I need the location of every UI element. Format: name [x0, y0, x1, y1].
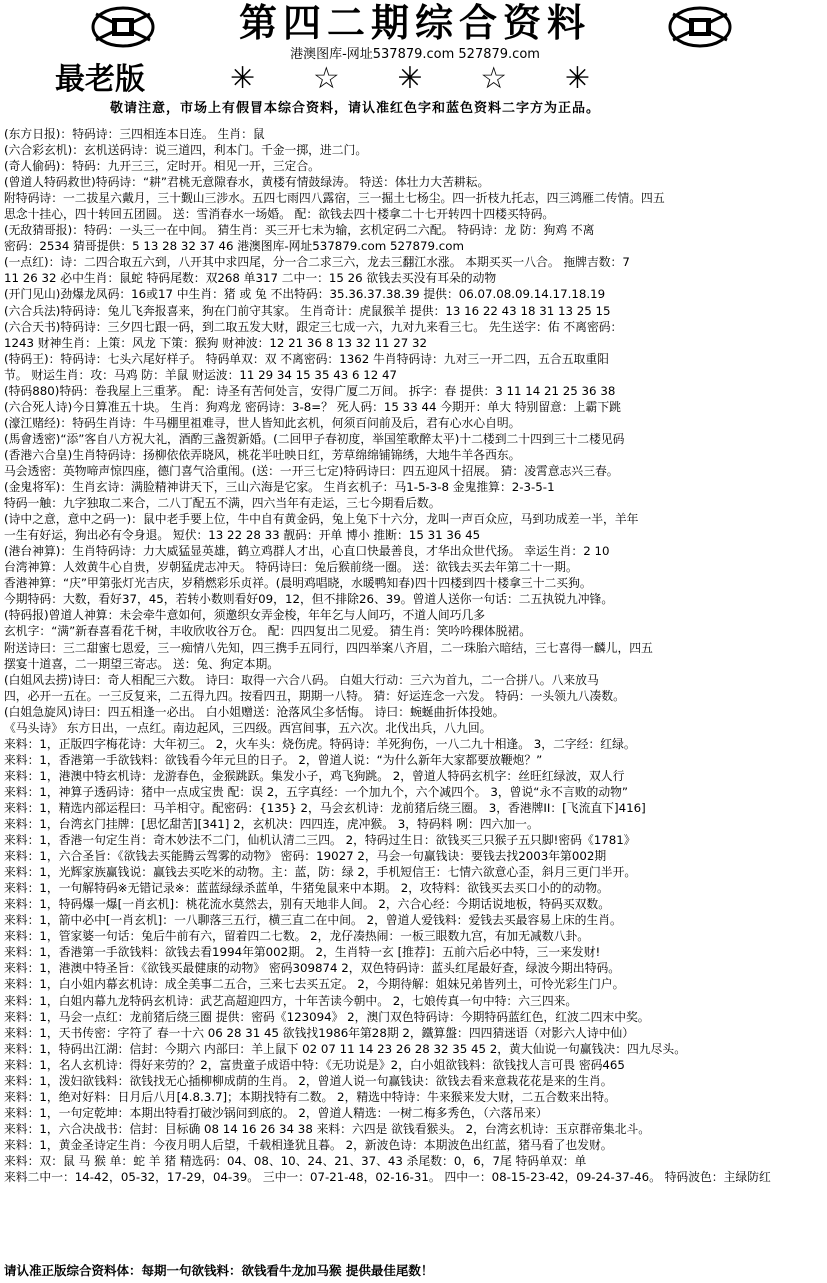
text-line: 玄机字：“满”新春喜看花千树，丰收欣收谷万仓。 配：四四复出二见爱。 猜生肖：笑吟吟稞体脱裙。	[4, 624, 531, 639]
text-line: 来料：1，管家婆一句话：兔后牛前有六，留着四二七数。 2，龙仔凑热闹：一板三眼数九宫，有加无减数八卦。	[4, 929, 590, 944]
text-line: (特码王)：特码诗：七头六尾好样子。 特码单双：双 不离密码：1362 牛肖特码诗：九对三一开二四，五合五取重阳	[4, 351, 609, 366]
star-icon: ☆	[480, 61, 508, 96]
text-line: 来料：1，绝对好料：日月后八月[4.8.3.7]；本期找特有二数。 2，精选中特诗：牛来猴来发大财，二五合数来出特。	[4, 1089, 616, 1104]
text-line: 来料：1，香港第一手欲钱料：欲钱看今年元旦的日子。 2，曾道人说：“为什么新年大家都要放鞭炮？”	[4, 752, 543, 767]
text-line: (金鬼将军)：生肖玄诗：满脸精神讲天下，三山六海是它家。 生肖玄机子：马1-5-3-8 金鬼推算：2-3-5-1	[4, 480, 555, 495]
text-line: 1243 财神生肖：上策：风龙 下策：猴狗 财神波：12 21 36 8 13 32 11 27 32	[4, 335, 428, 350]
text-line: 四，必开一五在。一三反复来，二五得九四。按看四丑，期期一八特。 猜：好运连念一六发。 特码：一头领九八凑数。	[4, 688, 625, 703]
text-line: (一点红)：诗：二四合取五六到，八开其中求四尾，分一合二求三六，龙去三翻江水涨。 本期买买一八合。 拖牌吉数：7	[4, 255, 630, 270]
text-line: (濠江赌经)：特码生肖诗：牛马棚里祖难寻，世人皆知此玄机，何须百问前及后，君有心水心自明。	[4, 415, 521, 430]
text-line: (六合死人诗)今日算准五十块。 生肖：狗鸡龙 密码诗：3-8=？ 死人码：15 33 44 今期开：单大 特别留意：上霸下跳	[4, 399, 621, 414]
text-line: 来料：1，特码爆一爆[一肖玄机]：桃花流水莫然去，别有天地非人间。 2，六合心经：今期话说地板，特码买双数。	[4, 897, 611, 912]
text-line: (特码报)曾道人神算：未会牵牛意如何，须邀织女弄金梭，年年乞与人间巧，不道人间巧几多	[4, 608, 486, 623]
text-line: 来料：1，正版四字梅花诗：大年初三。 2，火车头：烧伤虎。特码诗：羊死狗伤，一八二九十相逢。 3，二字经：红绿。	[4, 736, 636, 751]
text-line: (特码880)特码：卷我屋上三重茅。 配：诗圣有苦何处言，安得广厦二万间。 拆字：春 提供：3 11 14 21 25 36 38	[4, 383, 616, 398]
text-line: 来料：1，六合决战书：信封：目标确 08 14 16 26 34 38 来料：六四是 欲钱看猴头。 2，台湾玄机诗：玉京群帝集北斗。	[4, 1121, 651, 1136]
text-line: 附特码诗：一二拔星六戴月，三十觐山三涉水。五四七雨四八露宿，三一掘土七杨尘。四一折枝九托志，四三鸿雁二传情。四五	[4, 191, 665, 206]
text-line: (香港六合皇)生肖特码诗：扬柳依依弄晓风，桃花半吐映日红，芳草绵绵铺锦绣，大地牛羊各西东。	[4, 447, 521, 462]
text-line: 来料：1，名人玄机诗：得好来劳的？2，富贵童子成语中特：《无功说是》2，白小姐欲钱料：欲钱找人言可畏 密码465	[4, 1057, 625, 1072]
text-line: 来料：1，光辉家族赢钱说：赢钱去买吃米的动物。主：蓝，防：绿 2，手机短信王：七情六欲意心歪，斜月三更门半开。	[4, 865, 637, 880]
text-line: 附送诗曰：三二甜蜜七恩爱，三一痴情八先知，四三携手五同行，四四举案八齐眉，二一珠胎六暗结，三七喜得一麟儿，四五	[4, 640, 653, 655]
star-row	[230, 61, 590, 96]
text-line: 11 26 32 必中生肖：鼠蛇 特码尾数：双268 单317 二中一：15 26 欲钱去买没有耳朵的动物	[4, 271, 497, 286]
text-line: 来料：1，香港一句定生肖：奇木妙法不二门，仙机认清二三四。 2，特码过生日：欲钱买三只猴子五只脚!密码《1781》	[4, 833, 636, 848]
text-line: 来料：1，马会一点红：龙前猪后绕三圈 提供：密码《123094》 2，澳门双色特码诗：今期特码蓝红色，红波二四末中奖。	[4, 1009, 650, 1024]
text-line: 来料二中一：14-42，05-32，17-29，04-39。 三中一：07-21-48，02-16-31。 四中一：08-15-23-42，09-24-37-46。 特码波色：主绿防红	[4, 1170, 771, 1185]
text-line: 来料：1，箭中必中[一肖玄机]：一八聊落三五行，横三直二在中间。 2，曾道人爱钱料：爱钱去买最容易上床的生肖。	[4, 913, 622, 928]
text-line: (六合天书)特码诗：三夕四七跟一码，到二取五发大财，跟定三七成一六，九对九来看三七。 先生送字：佑 不离密码：	[4, 319, 623, 334]
text-line: 来料：1，特码出江湖：信封：今期六 内部曰：羊上鼠下 02 07 11 14 23 26 28 32 35 45 2，黄大仙说一句赢钱决：四九尽头。	[4, 1041, 686, 1056]
text-line: 密码：2534 猜哥提供：5 13 28 32 37 46 港澳图库-网址537879.com 527879.com	[4, 239, 464, 254]
text-line: (开门见山)劲爆龙凤码：16或17 中生肖：猪 或 兔 不出特码：35.36.37.38.39 提供：06.07.08.09.14.17.18.19	[4, 287, 606, 302]
text-line: 来料：1，黄金圣诗定生肖：今夜月明人后望，千载相逢犹且暮。 2，新波色诗：本期波色出红蓝，猪马看了也发财。	[4, 1137, 613, 1152]
masthead	[0, 0, 827, 100]
text-line: 来料：1，神算子透码诗：猪中一点成宝贵 配：误 2，五字真经：一个加九个，六个减四个。 3，曾说“永不言败的动物”	[4, 784, 629, 799]
text-line: 马会透密：英物啼声惊四座，德门喜气洽重闱。(送：一开三七定)特码诗曰：四五迎风十招展。 猜：凌霄意志兴三春。	[4, 463, 619, 478]
text-line: (白姐风去捞)诗曰：奇人相配三六数。 诗曰：取得一六合八码。 白姐大行动：三六为首九，二一合拼八。八来放马	[4, 672, 599, 687]
seal-logo-icon	[88, 4, 158, 50]
text-line: 来料：1，香港第一手欲钱料：欲钱去看1994年第002期。 2，生肖特一玄 [推荐]：五前六后必中特，三一来发财!	[4, 945, 601, 960]
text-line: 《马头诗》 东方日出，一点红。南边起风，三四级。西宫间事，五六次。北伐出兵，八九回。	[4, 720, 492, 735]
text-line: 来料：1，精选内部运程曰：马羊相守。配密码：{135} 2，马会玄机诗：龙前猪后绕三圈。 3，香港牌II：[飞流直下]416]	[4, 800, 646, 815]
asterisk-icon: ✳	[397, 61, 423, 96]
text-line: 香港神算：“庆”甲第张灯光吉庆，岁稍燃彩乐贞祥。(晨明鸡唱晓，水暖鸭知春)四十四楼到四十楼拿三十二买狗。	[4, 576, 592, 591]
text-line: 摆宴十道喜，二一期望三寄志。 送：兔、狗定本期。	[4, 656, 280, 671]
star-icon: ☆	[312, 61, 340, 96]
text-line: 来料：1，港澳中特圣旨：《欲钱买最健康的动物》 密码309874 2，双色特码诗：蓝头红尾最好查，绿波今期出特码。	[4, 961, 621, 976]
text-line: (馬會透密)“添”客自八方祝大礼，酒酌三盏贺新婚。(二回甲子春初度，举国笙歌醉太平)十二楼到二十四到三十二楼见码	[4, 431, 625, 446]
seal-logo-icon	[665, 4, 735, 50]
text-line: 来料：1，泼妇欲钱料：欲钱找无心插柳柳成荫的生肖。 2，曾道人说一句赢钱诀：欲钱去看来意栽花花是来的生肖。	[4, 1073, 613, 1088]
text-line: (港台神算)：生肖特码诗：力大威猛显英雄，鹤立鸡群人才出，心直口快最善良，才华出众世代扬。 幸运生肖：2 10	[4, 544, 610, 559]
text-line: (六合彩玄机)：玄机送码诗：说三道四，利本门。千金一掷，进二门。	[4, 143, 368, 158]
text-line: (无敌猜哥报)：特码：一头三一在中间。 猜生肖：买三开七未为输，玄机定码二六配。 特码诗：龙 防：狗鸡 不离	[4, 223, 595, 238]
text-line: (奇人偷码)：特码：九开三三，定时开。相见一开，三定合。	[4, 159, 320, 174]
text-line: 来料：1，台湾玄门挂牌：[思忆甜苦][341] 2，玄机决：四四连，虎冲猴。 3，特码料 咧：四六加一。	[4, 817, 539, 832]
text-line: (六合兵法)特码诗：兔儿飞奔报喜来，狗在门前守其家。 生肖奇计：虎鼠猴羊 提供：13 16 22 43 18 31 13 25 15	[4, 303, 611, 318]
asterisk-icon: ✳	[230, 61, 256, 96]
text-line: (白姐急旋风)诗曰：四五相逢一必出。 白小姐赠送：沧落风尘多恬悔。 诗曰：蜿蜒曲折体投她。	[4, 704, 505, 719]
website-url: 港澳图库-网址537879.com 527879.com	[290, 47, 540, 62]
page-title: 第四二期综合资料	[238, 0, 591, 45]
text-line: 来料：1，一句定乾坤：本期出特看打破沙锅问到底的。 2，曾道人精选：一树二梅多秀色，（六落吊来）	[4, 1105, 548, 1120]
text-line: 特码一触：九字独取二来合，二八丁配五不满，四六当年有走运，三七今期看后数。	[4, 496, 441, 511]
text-line: 一生有好运，狗出必有令身退。 短伏：13 22 28 33 靓码：开单 博小 推断：15 31 36 45	[4, 528, 481, 543]
text-line: 今期特码：大数，看好37，45，若转小数则看好09，12，但不排除26、39。曾道人送你一句话：二五执锐九冲锋。	[4, 592, 614, 607]
text-line: 来料：1，白姐内幕九龙特码玄机诗：武艺高超迎四方，十年苦读今朝中。 2，七娘传真一句中特：六三四来。	[4, 993, 578, 1008]
footer-banner: 请认准正版综合资料体：每期一句欲钱料：欲钱看牛龙加马猴 提供最佳尾数！	[4, 1263, 434, 1278]
text-line: (东方日报)：特码诗：三四相连本日连。 生肖：鼠	[4, 127, 265, 141]
text-line: 来料：1，六合圣旨：《欲钱去买能腾云驾雾的动物》 密码：19027 2，马会一句赢钱诀：要钱去找2003年第002期	[4, 849, 607, 864]
notice-banner: 敬请注意，市场上有假冒本综合资料，请认准红色字和蓝色资料二字方为正品。	[110, 101, 601, 116]
text-line: (诗中之意，意中之码一)：鼠中老手要上位，牛中自有黄金码，兔上兔下十六分，龙叫一声百众应，马到功成差一半，羊年	[4, 512, 639, 527]
content-body	[4, 126, 823, 1185]
text-line: 来料：1，一句解特码※无错记录※：蓝蓝绿绿杀蓝单，牛猪兔鼠来中本期。 2，攻特料：欲钱买去买口小的的动物。	[4, 881, 609, 896]
text-line: 台湾神算：人效黄牛心自贵，岁朝猛虎志冲天。 特码诗曰：兔后猴前绕一圈。 送：欲钱去买去年第二十一期。	[4, 560, 578, 575]
text-line: 来料：1，天书传密：字符了 春一十六 06 28 31 45 欲钱找1986年第28期 2，鐵算盤：四四猜迷语（对影六人诗中仙）	[4, 1025, 635, 1040]
text-line: (曾道人特码救世)特码诗：“耕”君桃无意隙春水，黄楼有情鼓绿涛。 特送：体壮力大苦耕耘。	[4, 175, 490, 190]
text-line: 来料：1，白小姐内幕玄机诗：成全美事二五合，三来七去买五定。 2，今期待解：姐妹兄弟皆列土，可怜光彩生门户。	[4, 977, 625, 992]
text-line: 节。 财运生肖：攻：马鸡 防：羊鼠 财运波：11 29 34 15 35 43 6 12 47	[4, 367, 397, 382]
edition-label: 最老版	[55, 62, 145, 97]
asterisk-icon: ✳	[564, 61, 590, 96]
text-line: 来料：双：鼠 马 猴 单：蛇 羊 猪 精选码：04、08、10、24、21、37、43 杀尾数：0，6，7尾 特码单双：单	[4, 1154, 587, 1168]
text-line: 思念十挂心，四十转回五团圆。 送：雪消春水一场婚。 配：欲钱去四十楼拿二十七开转四十四楼买特码。	[4, 207, 555, 222]
text-line: 来料：1，港澳中特玄机诗：龙游春色，金猴跳跃。集发小子，鸡飞狗跳。 2，曾道人特码玄机字：丝旺红绿波，双人行	[4, 768, 625, 783]
